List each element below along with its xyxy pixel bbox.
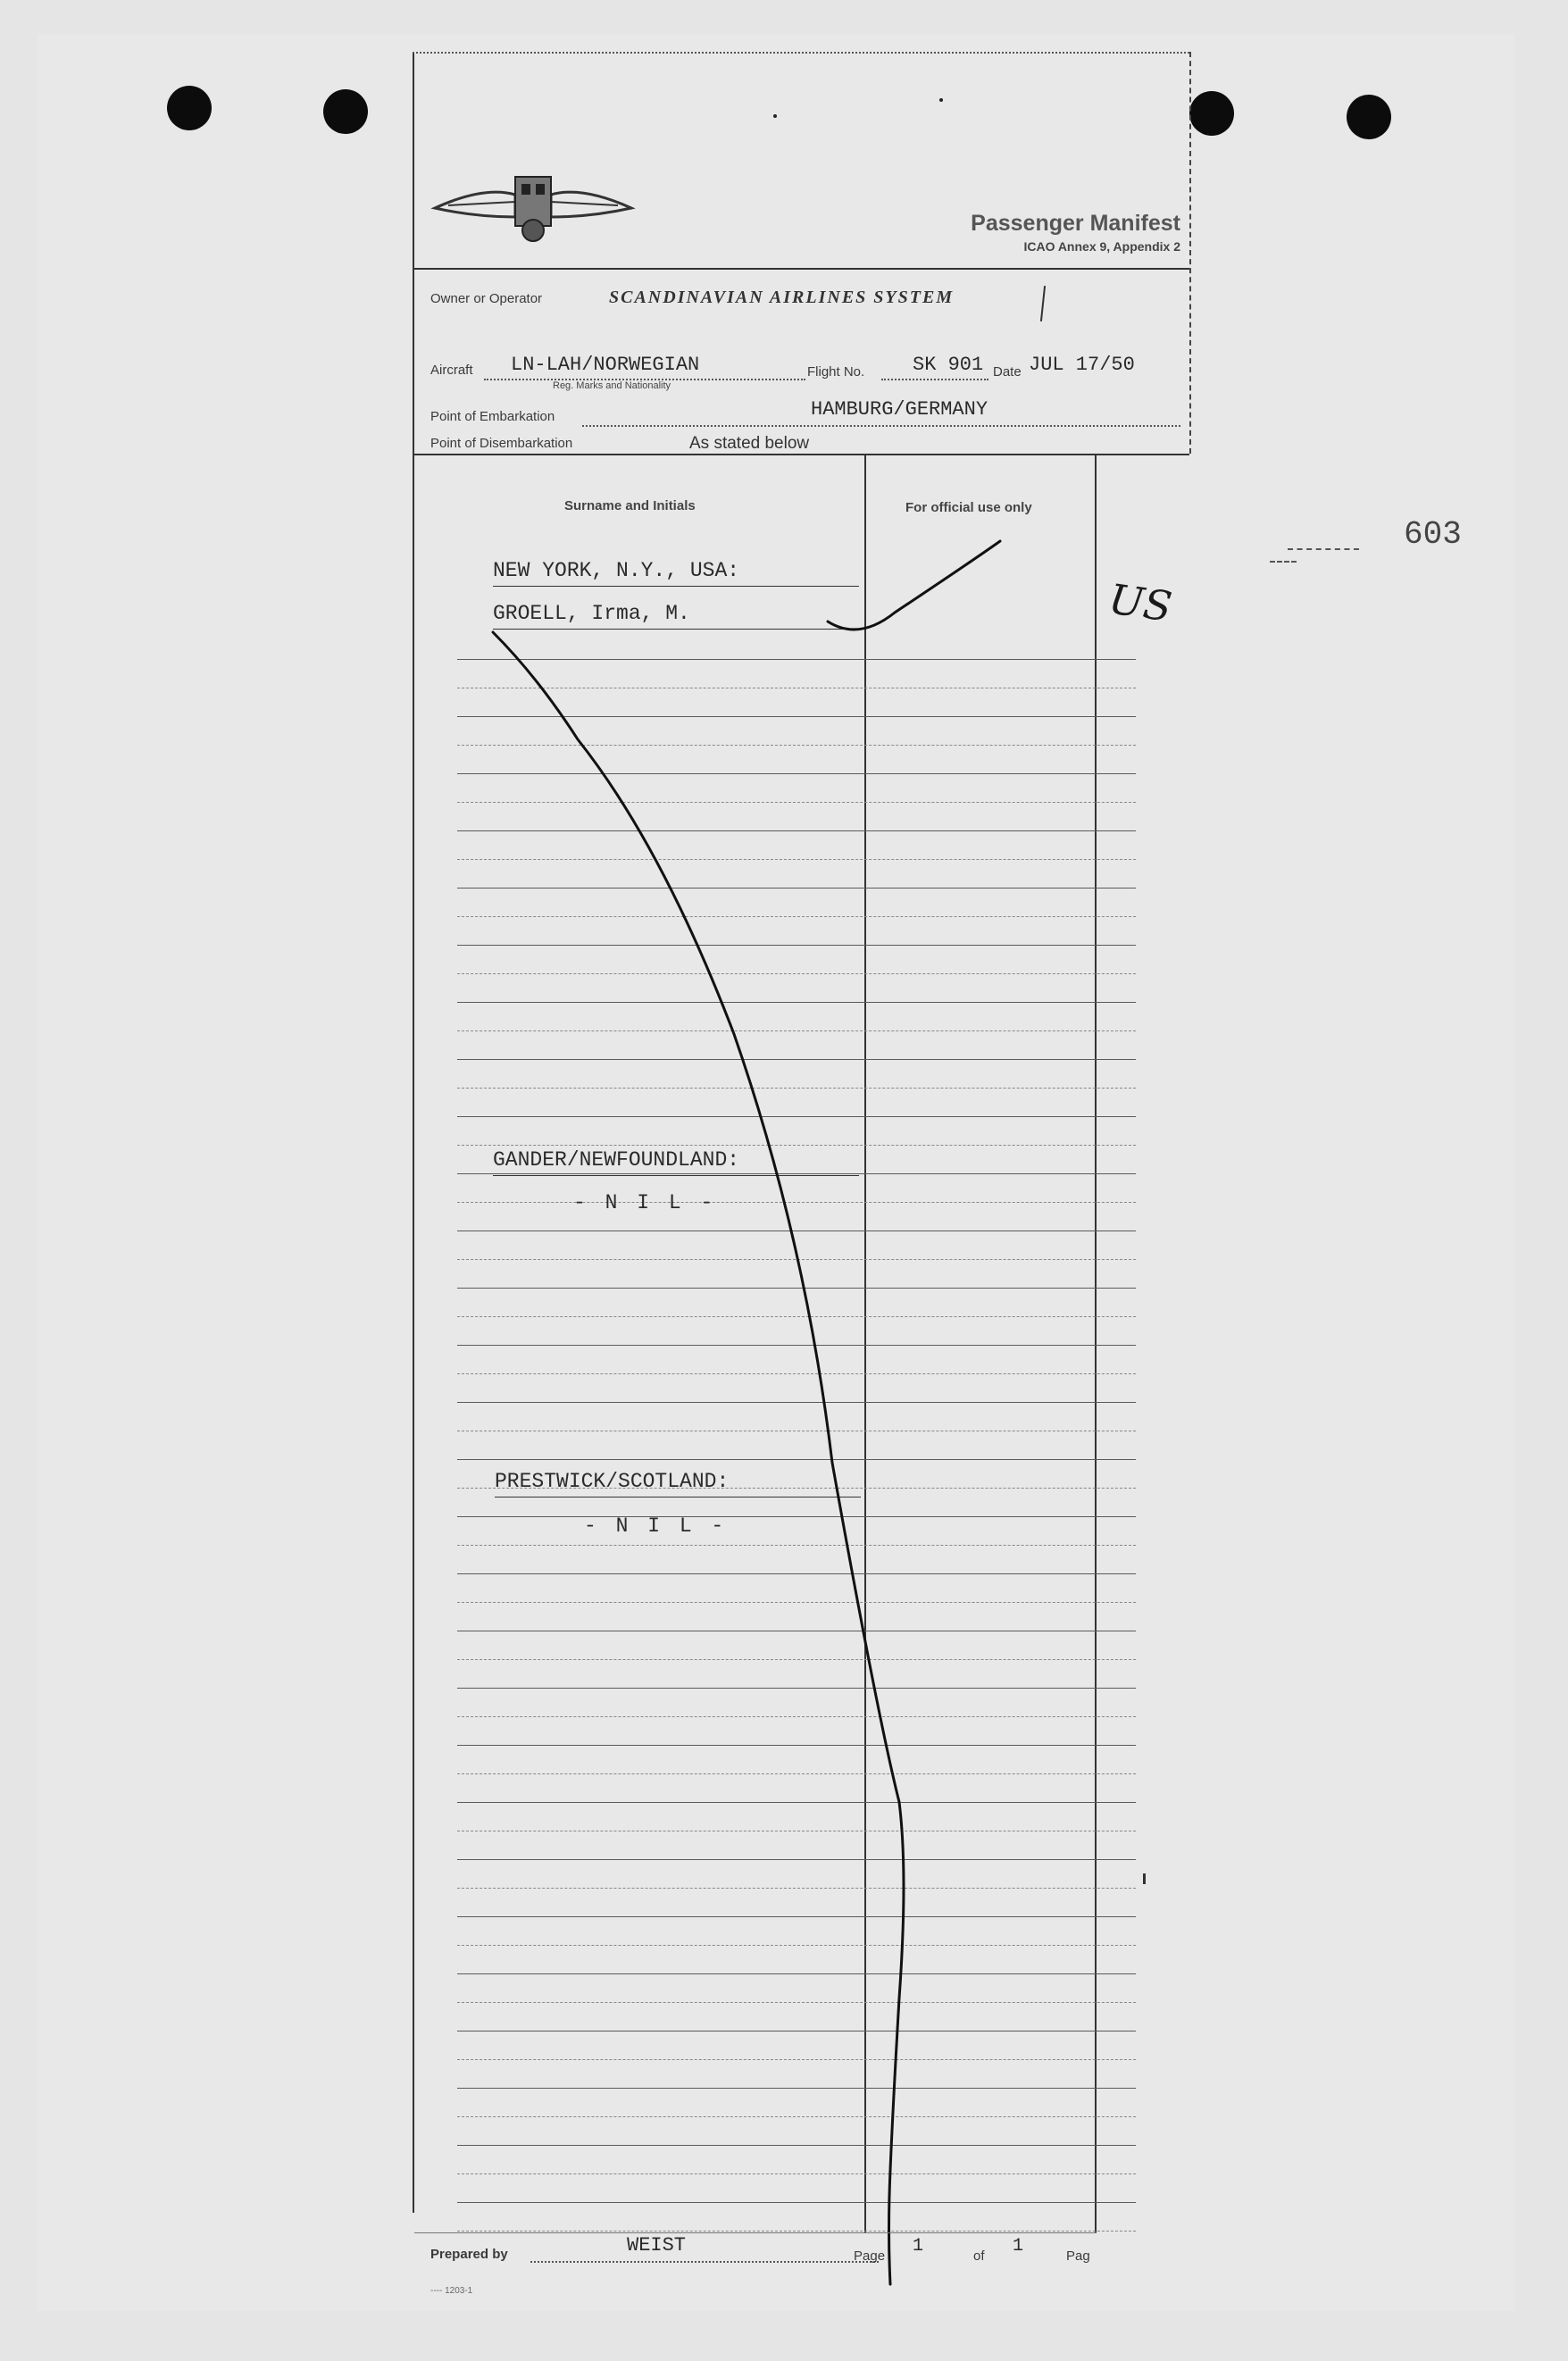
official-column-header: For official use only: [905, 500, 1032, 515]
form-code: ---- 1203-1: [430, 2286, 473, 2296]
ny-destination-header: NEW YORK, N.Y., USA:: [493, 559, 740, 582]
form-title: Passenger Manifest: [971, 211, 1180, 236]
owner-value: SCANDINAVIAN AIRLINES SYSTEM: [609, 288, 955, 307]
date-value: JUL 17/50: [1029, 354, 1135, 376]
page-value: 1: [913, 2236, 924, 2257]
owner-label: Owner or Operator: [430, 291, 543, 306]
page-label: Page: [854, 2248, 886, 2264]
embarkation-label: Point of Embarkation: [430, 409, 555, 424]
flight-label: Flight No.: [807, 364, 865, 380]
document-page: [38, 34, 1514, 2311]
aircraft-label: Aircraft: [430, 363, 473, 378]
aircraft-value: LN-LAH/NORWEGIAN: [511, 354, 700, 376]
date-label: Date: [993, 364, 1022, 380]
flight-value: SK 901: [913, 354, 984, 376]
footer-rule: [414, 2232, 1097, 2233]
passenger-name: GROELL, Irma, M.: [493, 602, 690, 625]
prestwick-nil: - N I L -: [584, 1514, 728, 1538]
embarkation-value: HAMBURG/GERMANY: [811, 398, 988, 421]
of-label: of: [973, 2248, 985, 2264]
pages-label: Pag: [1066, 2248, 1090, 2264]
of-value: 1: [1013, 2236, 1024, 2257]
prepared-label: Prepared by: [430, 2247, 508, 2262]
disembarkation-label: Point of Disembarkation: [430, 436, 573, 451]
handwritten-strokes: [38, 34, 1514, 2311]
form-subtitle: ICAO Annex 9, Appendix 2: [1023, 239, 1180, 254]
surname-column-header: Surname and Initials: [564, 498, 696, 513]
stray-mark: [1143, 1873, 1146, 1884]
prepared-value: WEIST: [627, 2234, 687, 2257]
prepared-underline: [530, 2261, 879, 2263]
reg-marks-label: Reg. Marks and Nationality: [553, 380, 671, 391]
prestwick-destination-header: PRESTWICK/SCOTLAND:: [495, 1470, 730, 1493]
margin-note: US: [1105, 574, 1175, 631]
gander-destination-header: GANDER/NEWFOUNDLAND:: [493, 1148, 740, 1172]
disembarkation-value: As stated below: [689, 434, 810, 453]
gander-nil: - N I L -: [573, 1191, 717, 1214]
page-number-stamp: 603: [1404, 516, 1462, 553]
